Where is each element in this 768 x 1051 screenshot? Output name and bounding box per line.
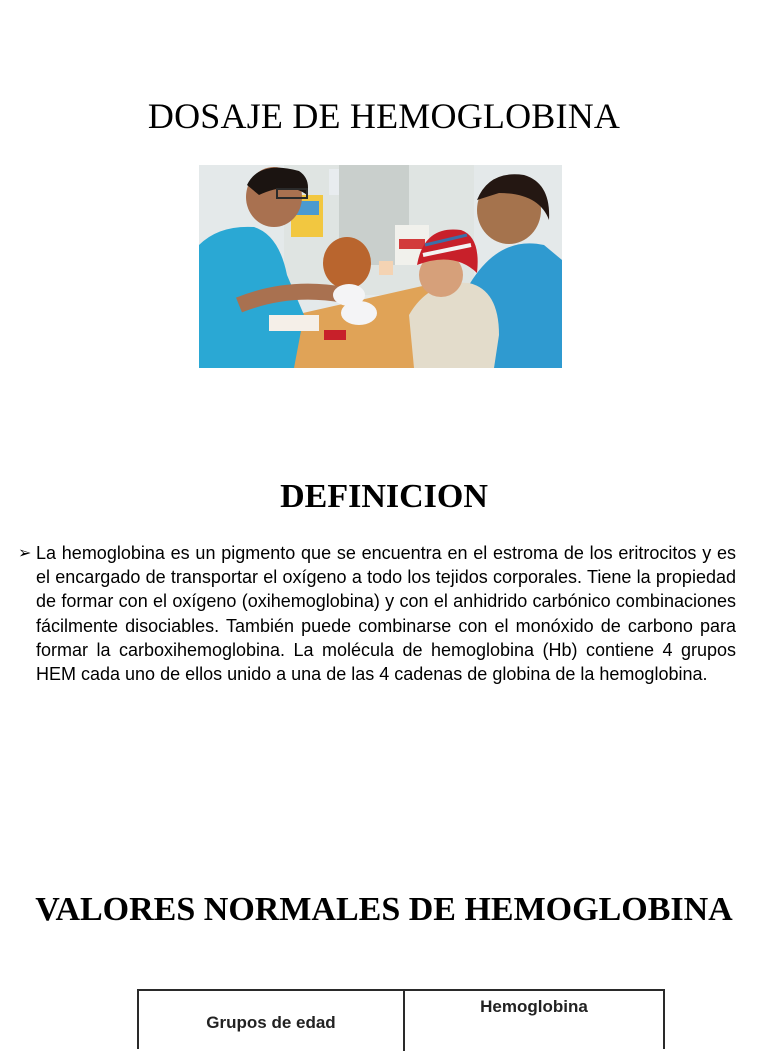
hemoglobin-values-table	[137, 989, 665, 1049]
normal-values-heading: VALORES NORMALES DE HEMOGLOBINA	[35, 891, 733, 928]
definition-paragraph	[18, 541, 736, 686]
table-header-hemoglobin: Hemoglobina	[480, 997, 588, 1016]
table-header-age-group: Grupos de edad	[206, 1013, 336, 1032]
definition-heading: DEFINICION	[280, 478, 488, 515]
nurse-child-photo	[199, 165, 562, 368]
definition-text: La hemoglobina es un pigmento que se encuentra en el estroma de los eritrocitos y es el encargado de transportar el oxígeno a todo los tejidos corporales. Tiene la propiedad de formar con el oxígeno (oxihemoglobina) y con el anhidrido carbónico combinaciones fácilmente disociables. También puede combinarse con el monóxido de carbono para formar la carboxihemoglobina. La molécula de hemoglobina (Hb) contiene 4 grupos HEM cada uno de ellos unido a una de las 4 cadenas de globina de la hemoglobina.	[36, 543, 736, 685]
page-title: DOSAJE DE HEMOGLOBINA	[147, 96, 621, 136]
arrow-bullet-icon: ➢	[18, 543, 32, 562]
